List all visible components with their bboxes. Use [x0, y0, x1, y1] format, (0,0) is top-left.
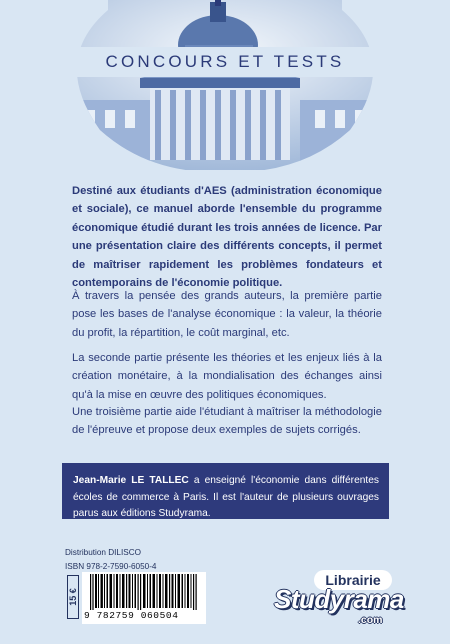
series-band [60, 47, 390, 77]
imprint-block [65, 546, 157, 573]
isbn-text: ISBN 978-2-7590-6050-4 [65, 561, 157, 571]
paragraph-part-three: Une troisième partie aide l'étudiant à maîtriser la méthodologie de l'épreuve et propose deux exemples de sujets corrigés. [72, 406, 382, 437]
price-label: 15 € [68, 588, 78, 606]
author-bio: a enseigné l'économie dans différentes écoles de commerce à Paris. Il est l'auteur de plusieurs ouvrages parus aux éditions Studyrama. [73, 475, 379, 519]
price-box [67, 575, 79, 619]
author-name: Jean-Marie LE TALLEC [73, 475, 189, 486]
logo-domain: .com [358, 614, 383, 626]
lead-paragraph: Destiné aux étudiants d'AES (administration économique et sociale), ce manuel aborde l'ensemble du programme économique étudié durant les trois années de licence. Par une présentation claire des différents concepts, il permet de maîtriser rapidement les problèmes fondateurs et contemporains de l'économie politique. [72, 185, 382, 290]
logo-brand: Studyrama [274, 584, 404, 614]
barcode-bars [90, 574, 200, 612]
building-illustration [0, 0, 450, 170]
cover-illustration [0, 0, 450, 170]
barcode [82, 572, 206, 624]
distribution-text: Distribution DILISCO [65, 548, 141, 557]
paragraph-part-two: La seconde partie présente les théories et les enjeux liés à la création monétaire, à la mondialisation des échanges ainsi qu'à la mise en œuvre des politiques économiques. [72, 352, 382, 401]
studyrama-logo [274, 570, 404, 630]
logo-librairie: Librairie [314, 570, 392, 590]
barcode-digits: 9 782759 060504 [84, 610, 204, 621]
series-title: CONCOURS ET TESTS [105, 52, 345, 71]
author-box [62, 463, 389, 519]
paragraph-part-one: À travers la pensée des grands auteurs, la première partie pose les bases de l'analyse économique : la valeur, la théorie du profit, la répartition, le coût marginal, etc. [72, 290, 382, 339]
